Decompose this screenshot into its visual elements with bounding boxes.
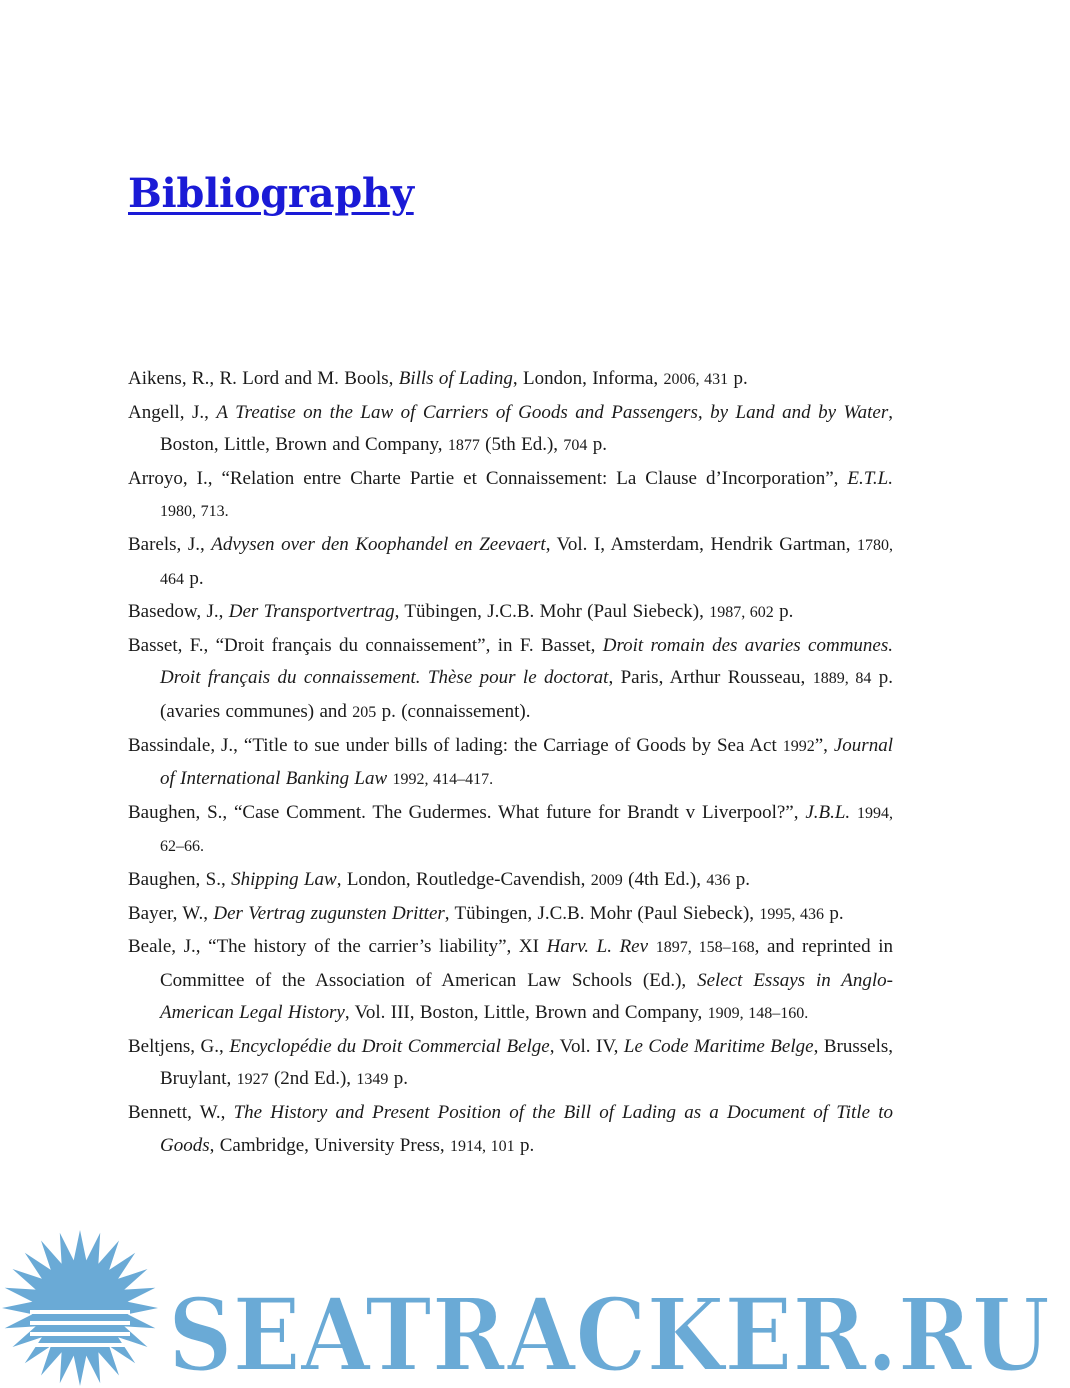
bibliography-entry: Barels, J., Advysen over den Koophandel en Zeevaert, Vol. I, Amsterdam, Hendrik Gartman, 1780, 464 p. <box>128 533 893 589</box>
bibliography-entry: Bayer, W., Der Vertrag zugunsten Dritter, Tübingen, J.C.B. Mohr (Paul Siebeck), 1995, 436 p. <box>128 902 844 924</box>
entry-title: Bills of Lading <box>398 368 513 389</box>
bibliography-entry: Basedow, J., Der Transportvertrag, Tübingen, J.C.B. Mohr (Paul Siebeck), 1987, 602 p. <box>128 601 794 623</box>
bibliography-entry: Arroyo, I., “Relation entre Charte Partie et Connaissement: La Clause d’Incorporation”, E.T.L. 1980, 713. <box>128 467 893 521</box>
entry-title: Der Vertrag zugunsten Dritter <box>213 902 445 924</box>
entry-title: Shipping Law <box>231 868 337 890</box>
entry-title: Der Transportvertrag <box>228 601 395 623</box>
entry-title: Journal of International Banking Law <box>160 734 893 790</box>
entry-title: Advysen over den Koophandel en Zeevaert <box>211 533 546 555</box>
entry-title: Harv. L. Rev <box>546 936 649 958</box>
bibliography-list <box>128 363 893 1163</box>
bibliography-entry: Angell, J., A Treatise on the Law of Carriers of Goods and Passengers, by Land and by Water, Boston, Little, Brown and Company, 1877 (5th Ed.), 704 p. <box>128 401 893 456</box>
bibliography-entry: Baughen, S., Shipping Law, London, Routledge-Cavendish, 2009 (4th Ed.), 436 p. <box>128 868 750 890</box>
bibliography-entry: Beltjens, G., Encyclopédie du Droit Commercial Belge, Vol. IV, Le Code Maritime Belge, Brussels, Bruylant, 1927 (2nd Ed.), 1349 p. <box>128 1035 893 1090</box>
watermark <box>0 1228 1070 1388</box>
bibliography-entry: Aikens, R., R. Lord and M. Bools, Bills of Lading, London, Informa, 2006, 431 p. <box>128 368 748 389</box>
bibliography-entry: Bennett, W., The History and Present Position of the Bill of Lading as a Document of Title to Goods, Cambridge, University Press, 1914, 101 p. <box>128 1102 893 1156</box>
entry-title: Encyclopédie du Droit Commercial Belge <box>229 1035 550 1057</box>
watermark-logo-text: SEATRACKER.RU <box>168 1276 1050 1388</box>
bibliography-entry: Beale, J., “The history of the carrier’s liability”, XI Harv. L. Rev 1897, 158–168, and reprinted in Committee of the Association of American Law Schools (Ed.), Select Essays in Anglo-American Legal History, Vol. III, Boston, Little, Brown and Company, 1909, 148–160. <box>128 936 893 1024</box>
entry-title: A Treatise on the Law of Carriers of Goods and Passengers, by Land and by Water <box>216 401 889 423</box>
entry-title: Le Code Maritime Belge <box>623 1035 814 1057</box>
entry-title: J.B.L. <box>805 801 851 823</box>
entry-title: Droit romain des avaries communes. Droit français du connaissement. Thèse pour le doctorat <box>160 634 893 689</box>
entry-title: The History and Present Position of the Bill of Lading as a Document of Title to Goods <box>160 1102 893 1156</box>
entry-title: Select Essays in Anglo-American Legal History <box>160 969 893 1024</box>
bibliography-entry: Baughen, S., “Case Comment. The Gudermes. What future for Brandt v Liverpool?”, J.B.L. 1994, 62–66. <box>128 801 893 856</box>
bibliography-entry: Bassindale, J., “Title to sue under bills of lading: the Carriage of Goods by Sea Act 1992”, Journal of International Banking Law 1992, 414–417. <box>128 734 893 790</box>
page-title[interactable]: Bibliography <box>128 170 414 217</box>
sun-logo-icon <box>2 1230 158 1386</box>
bibliography-entry: Basset, F., “Droit français du connaissement”, in F. Basset, Droit romain des avaries communes. Droit français du connaissement. Thèse pour le doctorat, Paris, Arthur Rousseau, 1889, 84 p. (avaries communes) and 205 p. (connaissement). <box>128 634 894 722</box>
entry-title: E.T.L. <box>847 467 893 489</box>
